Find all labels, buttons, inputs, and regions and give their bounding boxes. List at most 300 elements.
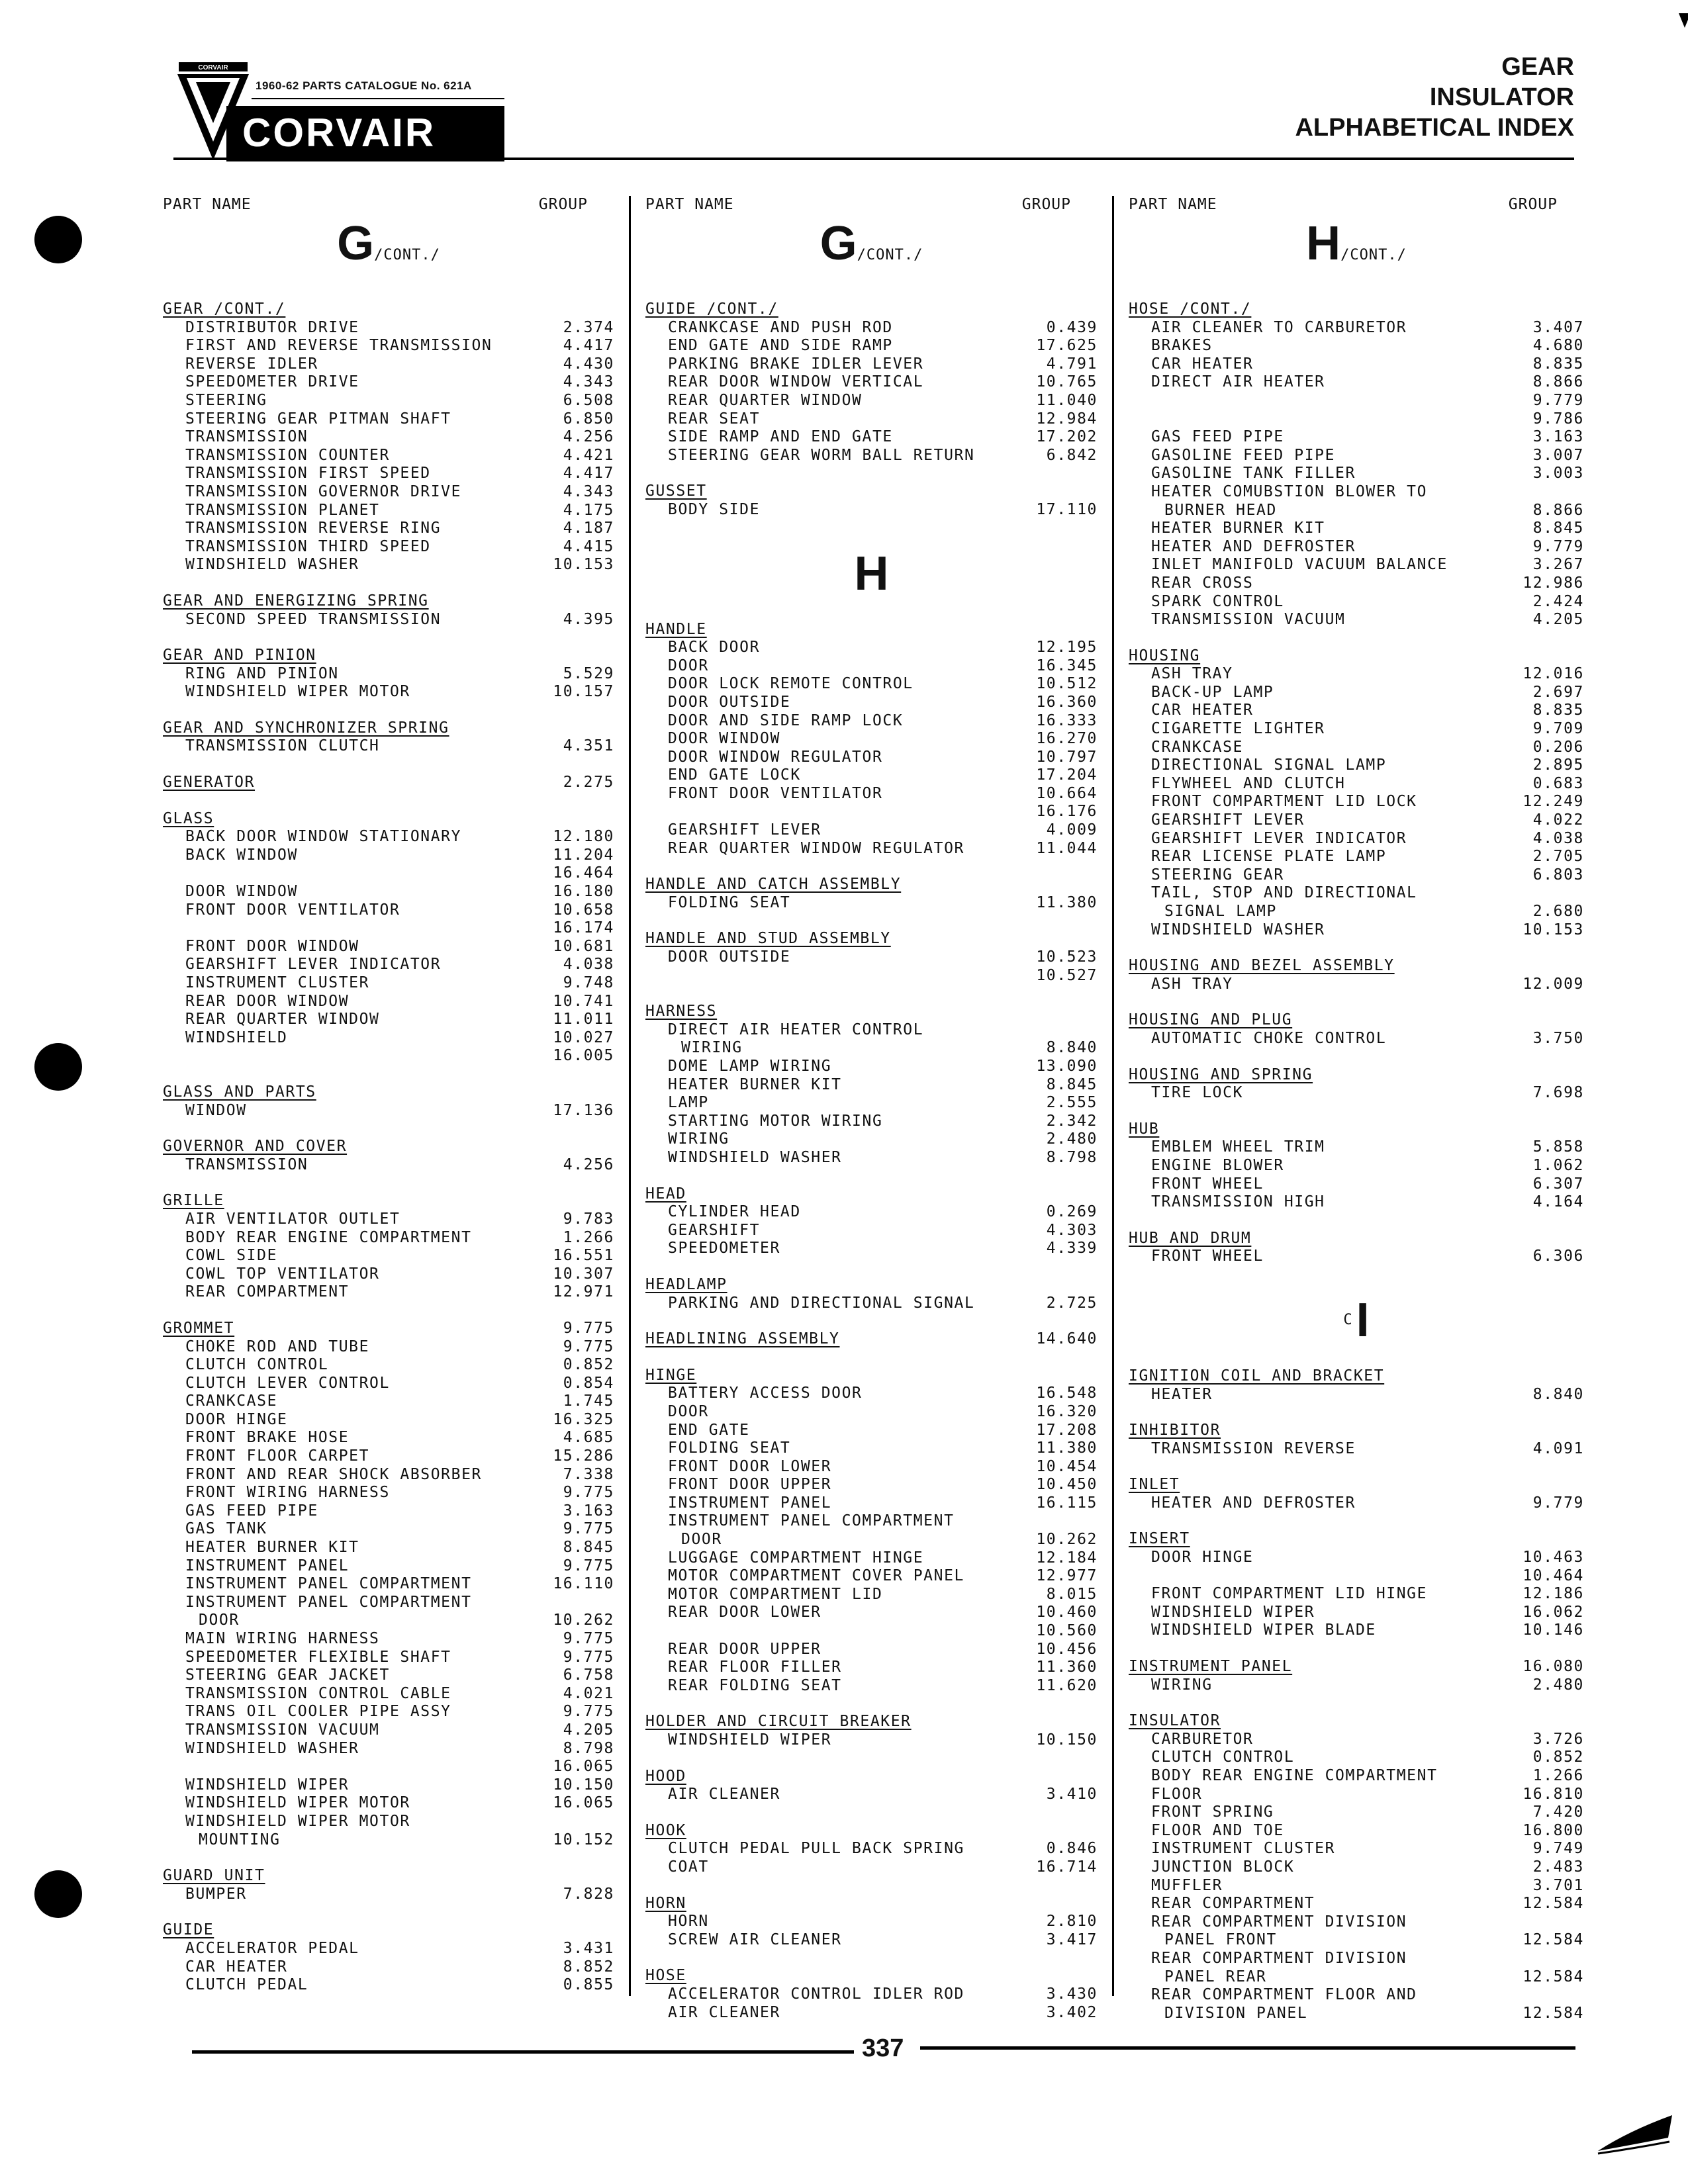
entry-row [163,447,614,465]
entry-group [645,482,1098,519]
group-number: 7.338 [563,1465,614,1483]
column-divider [1112,196,1114,1996]
entry-row [645,428,1098,447]
entry-heading [163,810,614,829]
entry-row [645,1677,1098,1696]
entry-heading [1129,957,1584,976]
part-name: GAS FEED PIPE [185,1502,318,1520]
group-number: 6.850 [563,410,614,428]
entry-row [645,337,1098,355]
group-number: 4.421 [563,446,614,464]
entry-row [645,373,1098,392]
entry-row [1129,793,1584,811]
part-name: DOOR [668,657,709,674]
part-name: WINDSHIELD WIPER [668,1731,832,1749]
entry-row [163,1356,614,1375]
entry-row [645,1439,1098,1458]
group-number: 16.062 [1523,1603,1584,1621]
part-name: CARBURETOR [1151,1730,1254,1748]
entry-row [1129,337,1584,355]
group-number: 3.402 [1046,2003,1098,2021]
part-name: AIR CLEANER TO CARBURETOR [1151,318,1407,336]
part-name: FRONT FLOOR CARPET [185,1447,370,1465]
binder-hole [34,216,82,263]
group-number: 11.360 [1036,1659,1098,1676]
group-number: 8.845 [1046,1075,1098,1093]
entry-row [645,1130,1098,1149]
group-number: 4.205 [1532,611,1584,629]
part-name: HORN [668,1913,709,1931]
entry-row [1129,1585,1584,1604]
part-name-header: PART NAME [163,196,252,213]
part-name: TRANS OIL COOLER PIPE ASSY [185,1703,451,1721]
part-name: STEERING GEAR PITMAN SHAFT [185,410,451,428]
group-number: 12.971 [553,1283,614,1301]
group-number: 2.480 [1046,1130,1098,1148]
group-number: 7.828 [563,1885,614,1903]
part-name: GOVERNOR AND COVER [163,1138,348,1156]
binder-hole [34,1043,82,1091]
entry-row [163,864,614,883]
entry-row [163,1740,614,1758]
entry-row [645,766,1098,785]
entry-row [1129,1175,1584,1194]
group-number: 11.380 [1036,1439,1098,1457]
part-name: HORN [645,1894,686,1912]
group-number: 10.150 [1036,1731,1098,1749]
entry-row [645,1494,1098,1513]
group-number: 10.157 [553,683,614,701]
entry-row [645,1113,1098,1131]
part-name: HEATER BURNER KIT [185,1539,359,1557]
title-line: INSULATOR [1429,83,1574,111]
entry-row [645,1058,1098,1076]
entry-heading [1129,300,1584,319]
group-number: 6.758 [563,1666,614,1684]
entry-group [163,300,614,574]
entry-row [1129,1986,1584,2005]
part-name: GLASS [163,809,214,827]
part-name: COWL TOP VENTILATOR [185,1265,380,1283]
group-number: 4.256 [563,428,614,446]
entry-row [1129,447,1584,465]
part-name: PARKING AND DIRECTIONAL SIGNAL [668,1294,975,1312]
part-name: HOUSING AND SPRING [1129,1066,1313,1083]
group-number: 2.810 [1046,1913,1098,1931]
part-name: REAR LICENSE PLATE LAMP [1151,848,1387,866]
entry-row [163,1375,614,1393]
entry-row [163,1630,614,1649]
entry-row [645,1731,1098,1750]
group-number: 9.775 [563,1557,614,1574]
group-number: 9.775 [563,1319,614,1337]
group-number: 0.846 [1046,1840,1098,1858]
part-name: DIRECT AIR HEATER CONTROL [668,1021,924,1038]
part-name: HOUSING AND PLUG [1129,1011,1293,1029]
part-name: SPEEDOMETER [668,1240,780,1257]
part-name: REAR DOOR WINDOW VERTICAL [668,373,924,391]
entry-row [163,355,614,374]
entry-row [645,1021,1098,1040]
entry-group [1129,1120,1584,1212]
entry-row [1129,1895,1584,1913]
entry-row [163,1265,614,1284]
part-name: WINDSHIELD WASHER [668,1148,842,1166]
part-name: DIRECT AIR HEATER [1151,373,1325,391]
entry-row [163,1539,614,1557]
part-name: DOOR [681,1531,722,1549]
part-name: HARNESS [645,1003,718,1021]
part-name: STEERING GEAR WORM BALL RETURN [668,446,975,464]
part-name: INHIBITOR [1129,1422,1221,1439]
group-number: 12.016 [1523,665,1584,683]
group-number: 16.176 [1036,803,1098,821]
group-number: 4.303 [1046,1221,1098,1239]
part-name: FRONT COMPARTMENT LID LOCK [1151,793,1417,811]
group-number: 8.866 [1532,373,1584,391]
group-number: 12.249 [1523,793,1584,811]
entry-row [1129,574,1584,593]
entry-row [163,1813,614,1831]
entry-row [163,1229,614,1248]
part-name: TRANSMISSION CONTROL CABLE [185,1684,451,1702]
part-name: REVERSE IDLER [185,355,318,373]
part-name: INSTRUMENT PANEL [185,1557,350,1574]
group-number: 10.450 [1036,1476,1098,1494]
entry-row [163,502,614,520]
entry-heading [645,930,1098,948]
group-number: 11.040 [1036,391,1098,409]
entry-row [645,410,1098,429]
part-name: CLUTCH CONTROL [185,1356,329,1374]
part-name: END GATE [668,1421,750,1439]
entry-heading [645,876,1098,894]
part-name: WINDSHIELD WIPER MOTOR [185,1794,410,1812]
entry-row [1129,903,1584,921]
part-name: MAIN WIRING HARNESS [185,1630,380,1647]
entry-row [1129,830,1584,848]
entry-group [645,876,1098,912]
entry-row [1129,1913,1584,1932]
part-name: DOME LAMP WIRING [668,1058,832,1075]
part-name: AIR CLEANER [668,1786,780,1803]
group-number: 4.791 [1046,355,1098,373]
entry-row [163,1392,614,1411]
group-number: 12.984 [1036,410,1098,428]
part-name: HEATER COMUBSTION BLOWER TO [1151,482,1428,500]
group-number: 4.164 [1532,1193,1584,1211]
group-number: 3.007 [1532,446,1584,464]
part-name: GEARSHIFT LEVER INDICATOR [185,956,442,974]
entry-row [163,1011,614,1029]
entry-row [645,712,1098,731]
part-name: CLUTCH PEDAL [185,1976,308,1994]
page-number: 337 [862,2034,904,2062]
header-rule [173,158,1574,160]
group-number: 10.681 [553,937,614,955]
part-name: FLOOR AND TOE [1151,1821,1284,1839]
group-number: 16.810 [1523,1785,1584,1803]
group-number: 2.275 [563,774,614,792]
part-name: HUB [1129,1120,1160,1138]
letter-heading: H/CONT./ [1306,217,1407,270]
corner-swoosh-icon [1595,2111,1675,2158]
entry-heading [645,1822,1098,1841]
entry-row [1129,884,1584,903]
part-name: CAR HEATER [1151,355,1254,373]
part-name: TRANSMISSION [185,428,308,446]
part-name-header: PART NAME [645,196,734,213]
entry-row [163,1520,614,1539]
entry-row [1129,1549,1584,1567]
group-number: 9.775 [563,1648,614,1666]
entry-row [1129,1731,1584,1749]
entry-row [163,1958,614,1977]
entry-row [1129,720,1584,739]
entry-group [1129,1422,1584,1458]
part-name: FOLDING SEAT [668,893,791,911]
part-name: WINDSHIELD WIPER [185,1776,350,1794]
part-name: FRONT WIRING HARNESS [185,1484,390,1502]
entry-row [1129,538,1584,557]
group-number: 7.698 [1532,1084,1584,1102]
part-name: WINDSHIELD [185,1028,288,1046]
entry-row [1129,1084,1584,1103]
entry-row [163,410,614,429]
entry-group [1129,1011,1584,1048]
part-name: SIDE RAMP AND END GATE [668,428,893,446]
part-name: COAT [668,1858,709,1876]
part-name: FRONT WHEEL [1151,1248,1264,1265]
entry-row [645,840,1098,858]
group-number: 4.343 [563,482,614,500]
part-name: CLUTCH PEDAL PULL BACK SPRING [668,1840,964,1858]
entry-row [645,1567,1098,1586]
footer-rule [192,2050,854,2054]
corner-mark-icon [1679,13,1688,28]
group-number: 16.065 [553,1758,614,1776]
group-number: 2.374 [563,318,614,336]
index-column-3 [1129,196,1584,2022]
entry-row [1129,1931,1584,1950]
part-name: COWL SIDE [185,1247,278,1265]
entry-row [645,1222,1098,1240]
entry-row [163,737,614,756]
group-number: 16.714 [1036,1858,1098,1876]
entry-group [645,930,1098,985]
part-name: MOTOR COMPARTMENT COVER PANEL [668,1567,964,1585]
part-name: HOOD [645,1767,686,1785]
entry-heading [645,1003,1098,1021]
group-number: 7.420 [1532,1803,1584,1821]
group-number: 11.204 [553,846,614,864]
entry-row [163,428,614,447]
entry-row [1129,1950,1584,1968]
entry-row [163,828,614,846]
part-name: SCREW AIR CLEANER [668,1931,842,1948]
entry-row [163,1156,614,1175]
entry-heading [645,482,1098,501]
part-name: REAR SEAT [668,410,761,428]
entry-row [1129,392,1584,410]
entry-row [163,1940,614,1958]
entry-heading [163,774,614,792]
entry-group [1129,647,1584,940]
group-number: 3.410 [1046,1786,1098,1803]
catalogue-number: 1960-62 PARTS CATALOGUE No. 621A [256,79,472,92]
part-name: HINGE [645,1366,697,1384]
group-number: 6.307 [1532,1175,1584,1193]
part-name: REAR DOOR WINDOW [185,992,350,1010]
part-name: GASOLINE FEED PIPE [1151,446,1336,464]
part-name: SPEEDOMETER FLEXIBLE SHAFT [185,1648,451,1666]
part-name: INSTRUMENT PANEL [668,1494,832,1512]
entry-list [1129,1367,1584,2023]
entry-row [645,1240,1098,1258]
group-number: 16.320 [1036,1402,1098,1420]
group-number: 4.038 [563,956,614,974]
part-name: WINDSHIELD WASHER [185,556,359,574]
group-number: 0.854 [563,1374,614,1392]
part-name: FRONT COMPARTMENT LID HINGE [1151,1585,1428,1603]
group-number: 10.664 [1036,784,1098,802]
group-number: 2.697 [1532,683,1584,701]
group-number: 4.417 [563,337,614,355]
entry-heading [645,1895,1098,1913]
part-name: CRANKCASE [1151,738,1244,756]
part-name: INLET MANIFOLD VACUUM BALANCE [1151,556,1448,574]
part-name: FRONT DOOR LOWER [668,1457,832,1475]
group-number: 10.307 [553,1265,614,1283]
group-number: 4.205 [563,1721,614,1739]
group-number: 2.895 [1532,756,1584,774]
group-number: 17.136 [553,1101,614,1119]
entry-row [645,1422,1098,1440]
part-name: GLASS AND PARTS [163,1083,316,1101]
group-number: 10.658 [553,901,614,919]
entry-group [645,1713,1098,1749]
column-header [163,196,614,213]
group-number: 12.977 [1036,1567,1098,1585]
group-number: 8.835 [1532,355,1584,373]
group-number: 16.115 [1036,1494,1098,1512]
part-name: REAR CROSS [1151,574,1254,592]
part-name: TRANSMISSION REVERSE [1151,1439,1356,1457]
part-name: STEERING GEAR [1151,866,1284,884]
part-name: HOSE /CONT./ [1129,300,1252,318]
entry-row [1129,520,1584,538]
group-number: 8.840 [1046,1039,1098,1057]
entry-group [163,1867,614,1903]
entry-group [163,774,614,792]
group-number: 9.779 [1532,537,1584,555]
group-number: 17.204 [1036,766,1098,784]
group-number: 16.325 [553,1410,614,1428]
entry-row [645,1931,1098,1950]
group-number: 4.680 [1532,337,1584,355]
entry-row [163,392,614,410]
entry-row [645,1786,1098,1804]
part-name: AIR CLEANER [668,2003,780,2021]
group-number: 2.555 [1046,1094,1098,1112]
group-number: 9.775 [563,1484,614,1502]
entry-row [163,1685,614,1704]
part-name: TRANSMISSION THIRD SPEED [185,537,431,555]
entry-row [645,1458,1098,1477]
entry-row [163,1502,614,1521]
group-number: 8.798 [1046,1148,1098,1166]
group-number: 9.779 [1532,391,1584,409]
part-name: AUTOMATIC CHOKE CONTROL [1151,1029,1387,1047]
entry-row [1129,319,1584,338]
entry-group [645,621,1098,858]
part-name: REAR COMPARTMENT [1151,1895,1315,1913]
group-number: 12.584 [1523,1931,1584,1949]
entry-row [1129,866,1584,885]
part-name: TRANSMISSION REVERSE RING [185,520,442,537]
group-number: 1.062 [1532,1156,1584,1174]
group-number: 12.584 [1523,2004,1584,2022]
entry-row [163,1758,614,1776]
entry-heading [163,1921,614,1940]
entry-heading [645,1713,1098,1731]
part-name: BODY REAR ENGINE COMPARTMENT [185,1228,472,1246]
part-name: REAR FOLDING SEAT [668,1676,842,1694]
part-name: GEARSHIFT [668,1221,761,1239]
section-letter-i: $^C$I [1343,1293,1370,1347]
entry-row [1129,1440,1584,1459]
part-name: FRONT BRAKE HOSE [185,1429,350,1447]
group-number: 10.464 [1523,1567,1584,1584]
entry-group [645,1895,1098,1950]
entry-row [645,1549,1098,1568]
group-number: 3.431 [563,1939,614,1957]
group-number: 2.680 [1532,903,1584,920]
group-number: 16.360 [1036,693,1098,711]
part-name: STARTING MOTOR WIRING [668,1112,883,1130]
entry-group [163,1083,614,1120]
page-footer [192,2034,1575,2065]
part-name: ACCELERATOR PEDAL [185,1939,359,1957]
entry-row [645,749,1098,767]
part-name: SIGNAL LAMP [1164,903,1277,920]
entry-row [645,1913,1098,1931]
part-name: LAMP [668,1094,709,1112]
part-name-header: PART NAME [1129,196,1217,213]
entry-row [163,1976,614,1995]
group-number: 10.456 [1036,1640,1098,1658]
group-number: 16.345 [1036,657,1098,674]
group-number: 9.775 [563,1630,614,1647]
entry-heading [1129,1011,1584,1030]
entry-row [645,1604,1098,1622]
group-number: 10.146 [1523,1621,1584,1639]
part-name: REAR DOOR LOWER [668,1604,821,1621]
part-name: HEAD [645,1185,686,1203]
group-number: 11.380 [1036,893,1098,911]
group-number: 10.741 [553,992,614,1010]
group-number: 17.208 [1036,1421,1098,1439]
group-number: 3.726 [1532,1730,1584,1748]
part-name: GAS TANK [185,1520,267,1538]
group-number: 4.343 [563,373,614,391]
part-name: BACK DOOR WINDOW STATIONARY [185,828,462,846]
group-number: 4.187 [563,520,614,537]
entry-row [645,1476,1098,1494]
entry-group [163,1320,614,1849]
entry-row [645,1641,1098,1659]
part-name: GEAR /CONT./ [163,300,286,318]
